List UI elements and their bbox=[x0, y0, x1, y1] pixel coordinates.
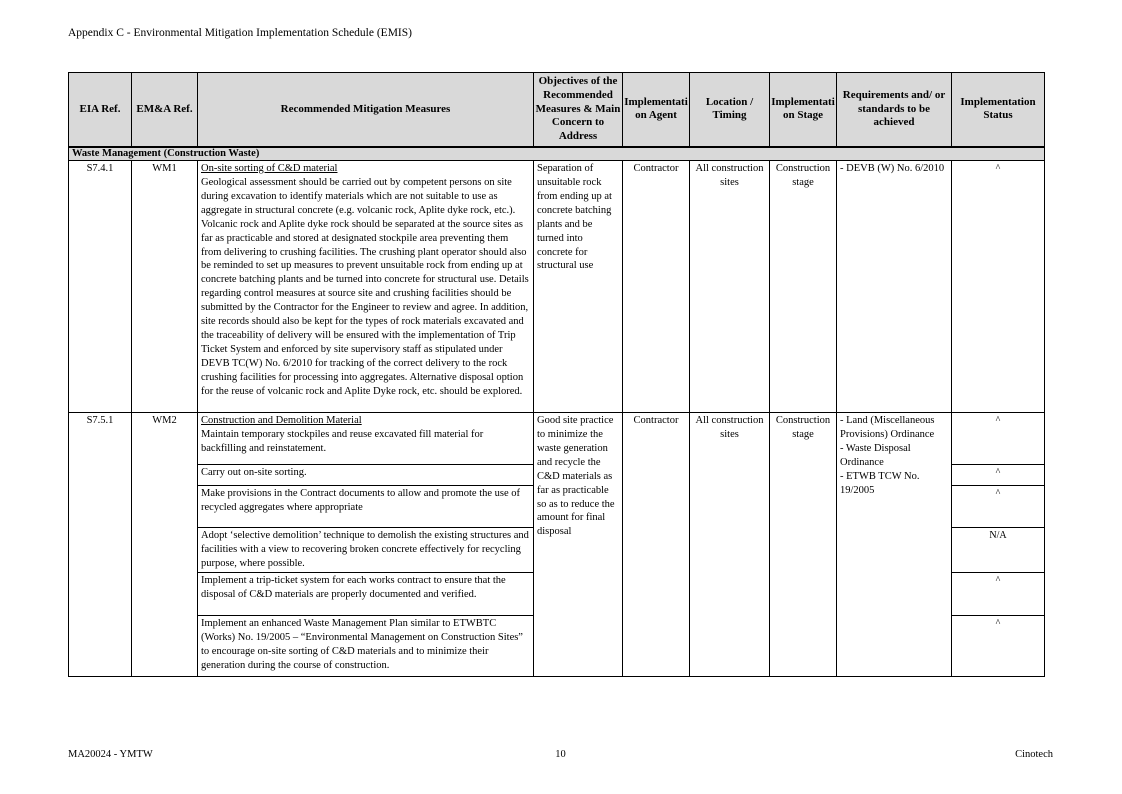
table-row bbox=[69, 412, 1045, 464]
footer-project-code: MA20024 - YMTW bbox=[68, 749, 153, 760]
col-header-status: Implementation Status bbox=[952, 73, 1045, 147]
col-header-measures: Recommended Mitigation Measures bbox=[198, 73, 534, 147]
eia-ref-cell: S7.5.1 bbox=[69, 412, 132, 676]
col-header-objectives: Objectives of the Recommended Measures & Main Concern to Address bbox=[534, 73, 623, 147]
table-header-row bbox=[69, 73, 1045, 147]
objectives-cell: Separation of unsuitable rock from ending up at concrete batching plants and be turned into concrete for structural use bbox=[534, 160, 623, 412]
requirement-item: - ETWB TCW No. 19/2005 bbox=[840, 470, 920, 496]
emis-table bbox=[68, 72, 1045, 677]
requirements-cell bbox=[837, 160, 952, 412]
measure-body: Maintain temporary stockpiles and reuse excavated fill material for backfilling and reinstatement. bbox=[201, 428, 484, 454]
status-cell: ^ bbox=[952, 485, 1045, 527]
requirement-item: - DEVB (W) No. 6/2010 bbox=[840, 162, 945, 174]
measure-title: On-site sorting of C&D material bbox=[201, 162, 338, 174]
stage-cell: Construction stage bbox=[770, 160, 837, 412]
measure-cell bbox=[198, 160, 534, 412]
location-cell: All construction sites bbox=[690, 412, 770, 676]
requirement-item: - Waste Disposal Ordinance bbox=[840, 442, 911, 468]
measure-cell: Implement a trip-ticket system for each works contract to ensure that the disposal of C&D materials are properly documented and verified. bbox=[198, 572, 534, 615]
section-title: Waste Management (Construction Waste) bbox=[69, 147, 1045, 161]
stage-cell: Construction stage bbox=[770, 412, 837, 676]
col-header-agent: Implementation Agent bbox=[623, 73, 690, 147]
location-cell: All construction sites bbox=[690, 160, 770, 412]
measure-title: Construction and Demolition Material bbox=[201, 414, 362, 426]
measure-cell: Carry out on-site sorting. bbox=[198, 464, 534, 485]
footer-company: Cinotech bbox=[1015, 749, 1053, 760]
measure-body: Geological assessment should be carried out by competent persons on site during excavation to identify materials which are not suitable to use as aggregate in structural concrete (e.g. volcanic rock, Aplite dyke rock, etc.). Volcanic rock and Aplite dyke rock should be separated at the source sites as far as practicable and stored at designated stockpile area preventing them from delivering to crushing facilities. The crushing plant operator should also be reminded to set up measures to prevent unsuitable rock from ending up at concrete batching plants and be turned into concrete for structural use. Details regarding control measures at source site and crushing facilities should be submitted by the Contractor for the Engineer to review and agree. In addition, site records should also be kept for the types of rock materials excavated and the traceability of delivery will be ensured with the implementation of Trip Ticket System and enforced by site supervisory staff as stipulated under DEVB TC(W) No. 6/2010 for tracking of the correct delivery to the rock crushing facilities for processing into aggregates. Alternative disposal option for the reuse of volcanic rock and Aplite Dyke rock, etc. should be explored. bbox=[201, 176, 529, 398]
agent-cell: Contractor bbox=[623, 160, 690, 412]
status-cell: N/A bbox=[952, 527, 1045, 572]
status-cell: ^ bbox=[952, 615, 1045, 676]
status-cell: ^ bbox=[952, 412, 1045, 464]
col-header-ema-ref: EM&A Ref. bbox=[132, 73, 198, 147]
col-header-requirements: Requirements and/ or standards to be achieved bbox=[837, 73, 952, 147]
ema-ref-cell: WM1 bbox=[132, 160, 198, 412]
table-row bbox=[69, 160, 1045, 412]
objectives-cell: Good site practice to minimize the waste generation and recycle the C&D materials as far as practicable so as to reduce the amount for final disposal bbox=[534, 412, 623, 676]
col-header-eia-ref: EIA Ref. bbox=[69, 73, 132, 147]
measure-cell: Make provisions in the Contract documents to allow and promote the use of recycled aggregates where appropriate bbox=[198, 485, 534, 527]
ema-ref-cell: WM2 bbox=[132, 412, 198, 676]
measure-cell bbox=[198, 412, 534, 464]
col-header-location: Location / Timing bbox=[690, 73, 770, 147]
document-title: Appendix C - Environmental Mitigation Implementation Schedule (EMIS) bbox=[68, 27, 412, 39]
measure-cell: Implement an enhanced Waste Management Plan similar to ETWBTC (Works) No. 19/2005 – “Environmental Management on Construction Sites” to encourage on-site sorting of C&D materials and to minimize their generation during the course of construction. bbox=[198, 615, 534, 676]
agent-cell: Contractor bbox=[623, 412, 690, 676]
col-header-stage: Implementation Stage bbox=[770, 73, 837, 147]
requirement-item: - Land (Miscellaneous Provisions) Ordinance bbox=[840, 414, 935, 440]
status-cell: ^ bbox=[952, 160, 1045, 412]
eia-ref-cell: S7.4.1 bbox=[69, 160, 132, 412]
section-row bbox=[69, 147, 1045, 161]
status-cell: ^ bbox=[952, 464, 1045, 485]
footer-page-number: 10 bbox=[555, 749, 566, 760]
measure-cell: Adopt ‘selective demolition’ technique to demolish the existing structures and facilities with a view to recovering broken concrete effectively for recycling purpose, where possible. bbox=[198, 527, 534, 572]
requirements-cell bbox=[837, 412, 952, 676]
status-cell: ^ bbox=[952, 572, 1045, 615]
